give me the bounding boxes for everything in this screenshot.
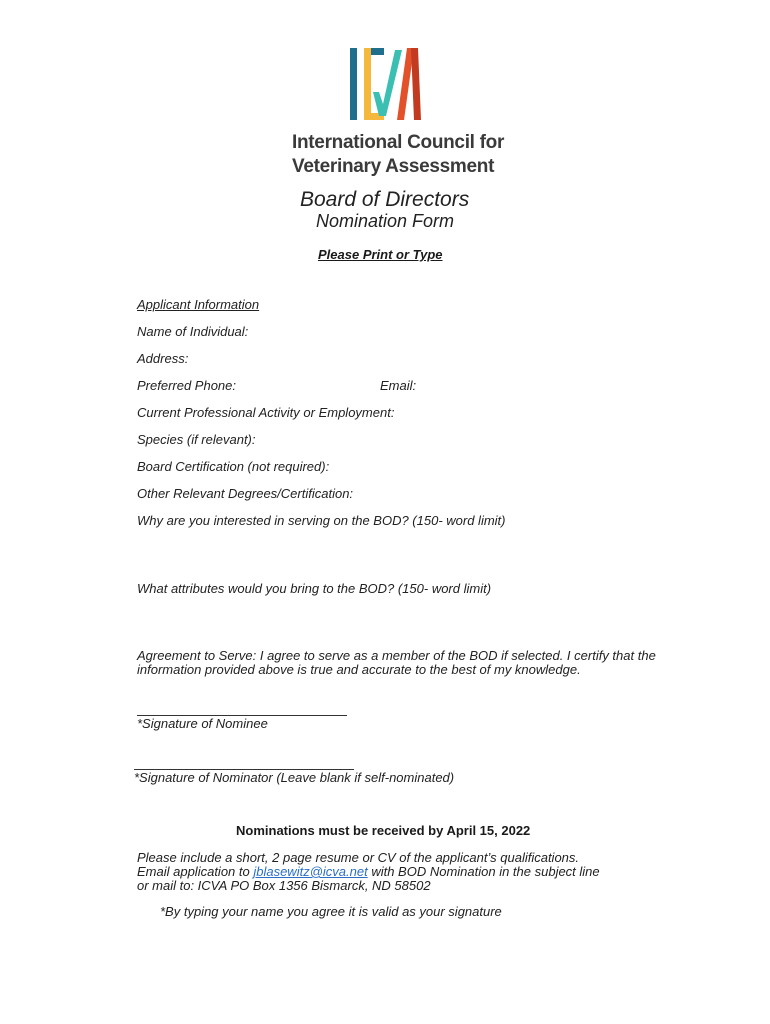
email-instruction-suffix: with BOD Nomination in the subject line — [367, 864, 600, 879]
mail-instruction: or mail to: ICVA PO Box 1356 Bismarck, ND 58502 — [137, 878, 431, 893]
email-label: Email: — [380, 378, 417, 393]
why-label: Why are you interested in serving on the BOD? (150- word limit) — [137, 513, 506, 528]
email-instruction — [137, 865, 600, 879]
address-label: Address: — [137, 351, 189, 366]
print-instruction: Please Print or Type — [318, 247, 443, 262]
org-name-line1: International Council for — [292, 132, 505, 153]
nominee-signature-label: *Signature of Nominee — [137, 716, 268, 731]
employment-label: Current Professional Activity or Employment: — [137, 405, 395, 420]
icva-logo — [345, 44, 425, 124]
email-link[interactable]: jblasewitz@icva.net — [253, 864, 368, 879]
section-title: Applicant Information — [137, 297, 260, 312]
agreement-line2: information provided above is true and accurate to the best of my knowledge. — [137, 662, 581, 677]
board-cert-label: Board Certification (not required): — [137, 459, 330, 474]
signature-note: *By typing your name you agree it is valid as your signature — [160, 904, 502, 919]
phone-label: Preferred Phone: — [137, 378, 237, 393]
agreement-line1: Agreement to Serve: I agree to serve as a member of the BOD if selected. I certify that the — [137, 648, 656, 663]
nominator-signature-label: *Signature of Nominator (Leave blank if self-nominated) — [134, 770, 455, 785]
form-title: Board of Directors — [300, 188, 470, 211]
form-subtitle: Nomination Form — [316, 211, 455, 231]
degrees-label: Other Relevant Degrees/Certification: — [137, 486, 354, 501]
resume-instruction: Please include a short, 2 page resume or CV of the applicant’s qualifications. — [137, 850, 580, 865]
email-instruction-prefix: Email application to — [137, 864, 254, 879]
deadline-notice: Nominations must be received by April 15, 2022 — [236, 823, 531, 838]
org-name-line2: Veterinary Assessment — [292, 156, 495, 177]
attributes-label: What attributes would you bring to the BOD? (150- word limit) — [137, 581, 492, 596]
name-label: Name of Individual: — [137, 324, 249, 339]
species-label: Species (if relevant): — [137, 432, 256, 447]
